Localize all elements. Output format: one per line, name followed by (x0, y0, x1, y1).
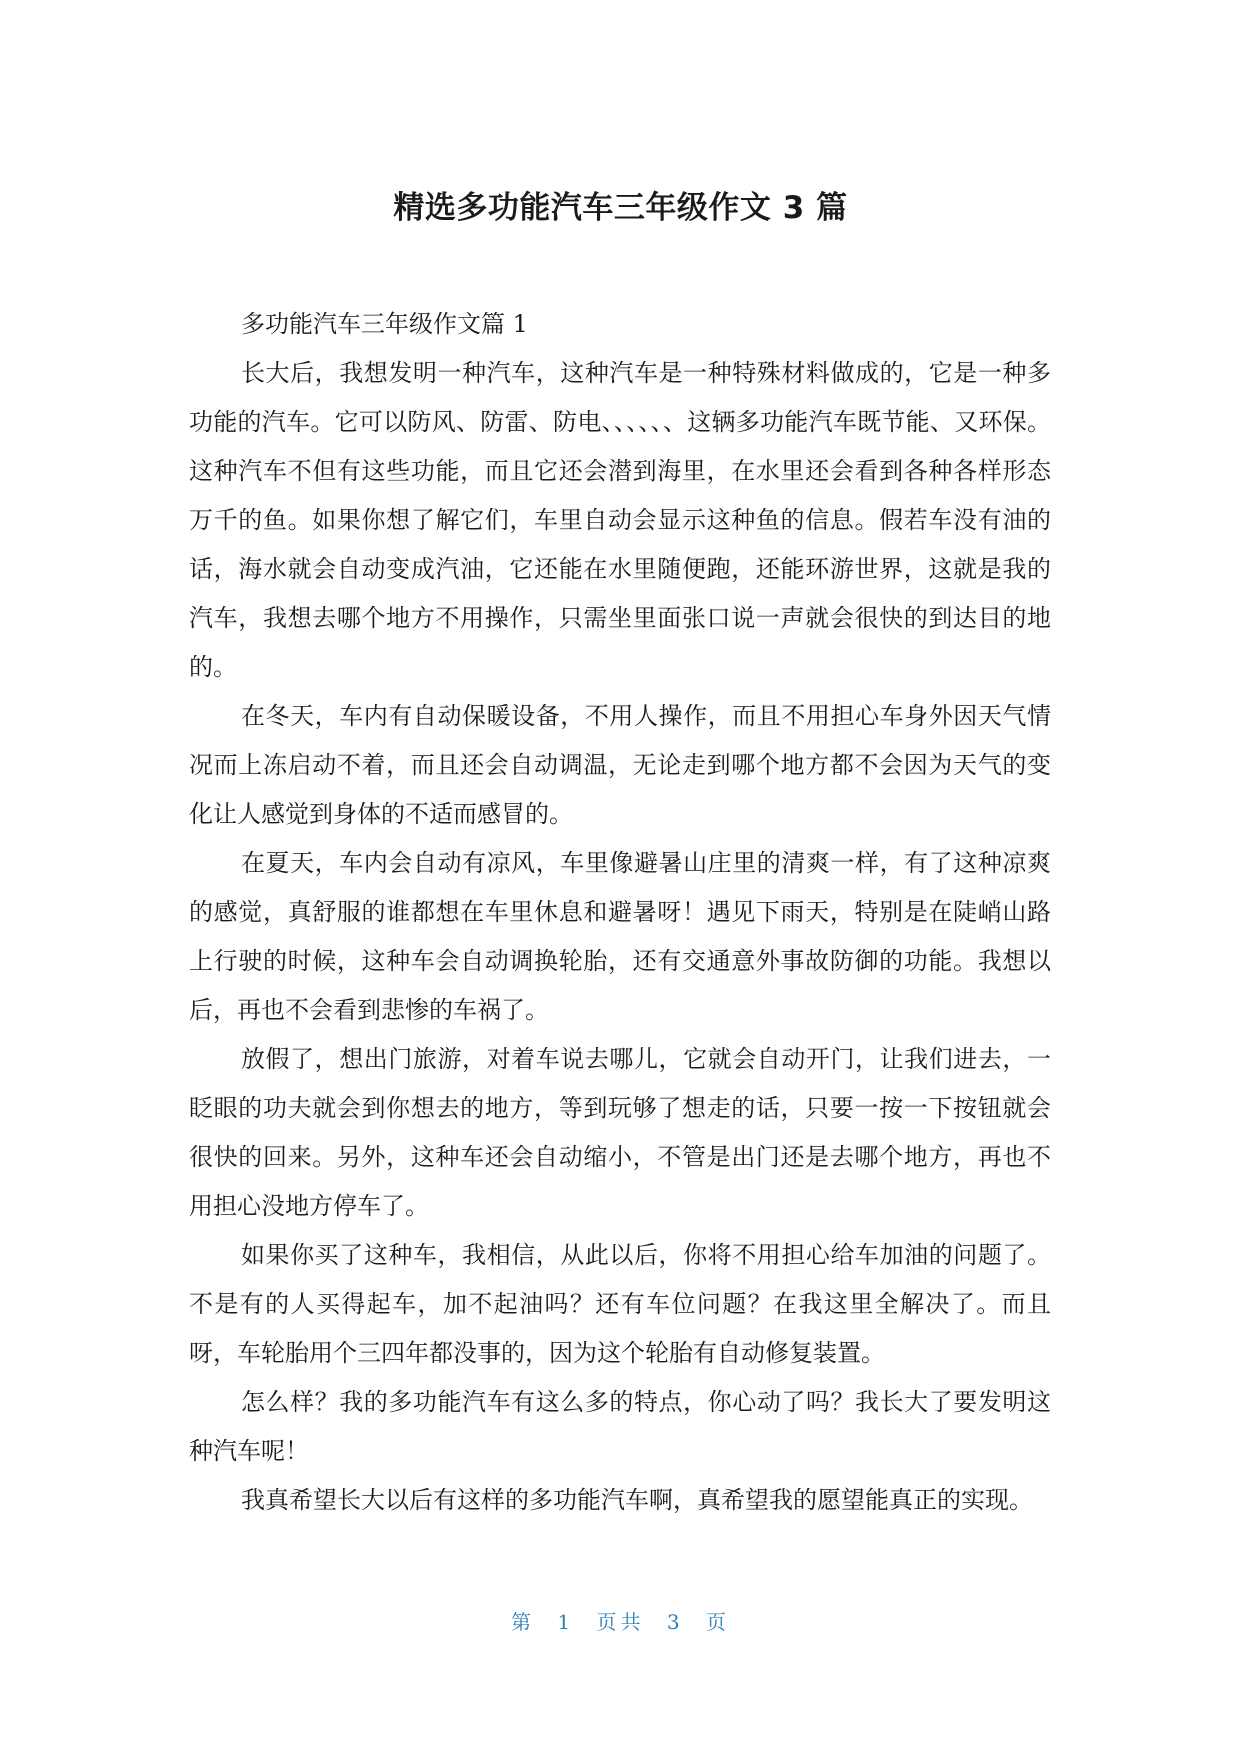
paragraph-2: 在冬天，车内有自动保暖设备，不用人操作，而且不用担心车身外因天气情况而上冻启动不着，而且还会自动调温，无论走到哪个地方都不会因为天气的变化让人感觉到身体的不适而感冒的。 (189, 702, 1051, 828)
paragraph-1: 长大后，我想发明一种汽车，这种汽车是一种特殊材料做成的，它是一种多功能的汽车。它可以防风、防雷、防电、、、、、、这辆多功能汽车既节能、又环保。这种汽车不但有这些功能，而且它还会潜到海里，在水里还会看到各种各样形态万千的鱼。如果你想了解它们，车里自动会显示这种鱼的信息。假若车没有油的话，海水就会自动变成汽油，它还能在水里随便跑，还能环游世界，这就是我的汽车，我想去哪个地方不用操作，只需坐里面张口说一声就会很快的到达目的地的。 (189, 359, 1051, 681)
section-heading: 多功能汽车三年级作文篇 1 (241, 310, 528, 338)
footer-prefix: 第 (511, 1610, 536, 1634)
document-body (189, 300, 1051, 1525)
paragraph-4: 放假了，想出门旅游，对着车说去哪儿，它就会自动开门，让我们进去，一眨眼的功夫就会到你想去的地方，等到玩够了想走的话，只要一按一下按钮就会很快的回来。另外，这种车还会自动缩小，不管是出门还是去哪个地方，再也不用担心没地方停车了。 (189, 1045, 1051, 1220)
footer-total-pages: 3 (666, 1610, 684, 1634)
paragraph-3: 在夏天，车内会自动有凉风，车里像避暑山庄里的清爽一样，有了这种凉爽的感觉，真舒服的谁都想在车里休息和避暑呀！遇见下雨天，特别是在陡峭山路上行驶的时候，这种车会自动调换轮胎，还有交通意外事故防御的功能。我想以后，再也不会看到悲惨的车祸了。 (189, 849, 1051, 1024)
page-footer (0, 1608, 1241, 1636)
footer-current-page: 1 (557, 1610, 575, 1634)
paragraph-5: 如果你买了这种车，我相信，从此以后，你将不用担心给车加油的问题了。不是有的人买得起车，加不起油吗？还有车位问题？在我这里全解决了。而且呀，车轮胎用个三四年都没事的，因为这个轮胎有自动修复装置。 (189, 1241, 1051, 1367)
footer-suffix: 页 (705, 1610, 730, 1634)
paragraph-6: 怎么样？我的多功能汽车有这么多的特点，你心动了吗？我长大了要发明这种汽车呢！ (189, 1388, 1051, 1465)
document-title: 精选多功能汽车三年级作文 3 篇 (393, 190, 848, 226)
paragraph-7: 我真希望长大以后有这样的多功能汽车啊，真希望我的愿望能真正的实现。 (241, 1486, 1033, 1514)
footer-mid: 页共 (596, 1610, 645, 1634)
